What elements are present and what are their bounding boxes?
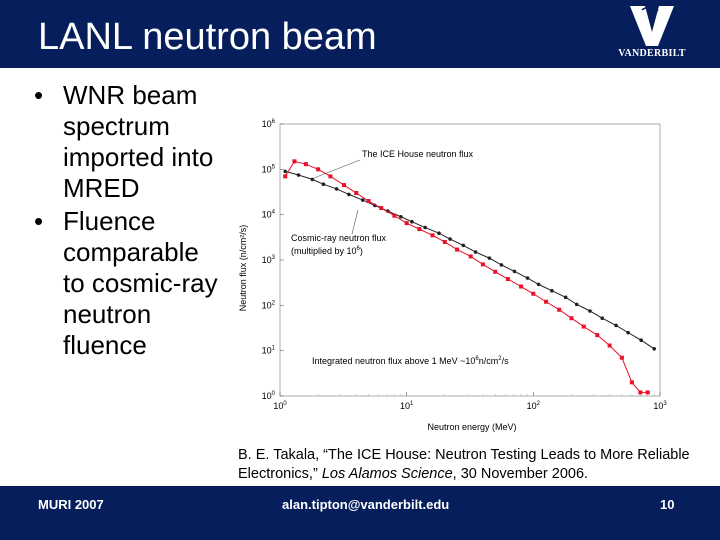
data-point [569,316,573,320]
bullet-list [26,80,226,363]
footer-event: MURI 2007 [38,497,104,512]
citation-journal: Los Alamos Science [321,466,453,482]
data-point [488,256,492,260]
data-point [431,233,435,237]
data-point [361,198,365,202]
neutron-flux-chart [232,112,672,442]
data-point [297,173,301,177]
citation [238,446,708,484]
bullet-text: Fluence comparable to cosmic-ray neutron fluence [63,206,218,360]
data-point [519,285,523,289]
data-point [575,303,579,307]
data-point [595,333,599,337]
x-axis-label: Neutron energy (MeV) [427,422,517,432]
data-point [550,289,554,293]
data-point [322,182,326,186]
data-point [354,191,358,195]
data-point [283,174,287,178]
x-tick-label: $10^1$ [399,401,414,411]
data-point [448,237,452,241]
data-point [564,296,568,300]
data-point [588,309,592,313]
data-point [347,193,351,197]
cosmic-annotation-line1: Cosmic-ray neutron flux [291,233,387,243]
data-point [474,250,478,254]
footer-email: alan.tipton@vanderbilt.edu [282,497,450,512]
slide-title: LANL neutron beam [38,16,377,58]
data-point [600,316,604,320]
bullet-item [26,80,226,204]
data-point [626,331,630,335]
data-point [500,263,504,267]
data-point [544,300,548,304]
data-point [316,167,320,171]
ice-house-annotation: The ICE House neutron flux [362,149,474,159]
cosmic-annotation-line2: (multiplied by $10^6$) [291,246,363,256]
bullet-icon: • [34,206,44,236]
data-point [328,174,332,178]
data-point [423,226,427,230]
footer-bar [0,486,720,540]
data-point [557,308,561,312]
data-point [437,231,441,235]
data-point [481,262,485,266]
data-point [367,199,371,203]
x-tick-label: $10^2$ [526,401,541,411]
data-point [469,254,473,258]
data-point [614,324,618,328]
data-point [537,283,541,287]
citation-text: B. E. Takala, “The ICE House: Neutron Testing Leads to More Reliable Electronics,” [238,447,690,482]
data-point [392,214,396,218]
data-point [506,277,510,281]
page-number: 10 [660,497,675,512]
logo-wordmark: VANDERBILT [618,48,686,59]
data-point [335,187,339,191]
data-point [531,292,535,296]
data-point [410,220,414,224]
data-point [630,380,634,384]
data-point [646,390,650,394]
data-point [462,244,466,248]
data-point [639,338,643,342]
y-tick-label: $10^1$ [261,345,275,356]
vanderbilt-shield-icon [612,4,692,48]
data-point [652,347,656,351]
data-point [620,356,624,360]
data-point [455,248,459,252]
data-point [311,178,315,182]
y-tick-label: $10^3$ [261,255,275,265]
integrated-flux-annotation: Integrated neutron flux above 1 MeV $\sim 10^6n/cm^2/s$ [312,356,509,366]
data-point [526,276,530,280]
data-point [638,390,642,394]
x-tick-label: $10^0$ [273,401,287,411]
data-point [342,183,346,187]
data-point [608,344,612,348]
y-axis-label: Neutron flux (n/cm²/s) [238,224,248,312]
data-point [582,325,586,329]
bullet-icon: • [34,80,44,110]
data-point [283,170,287,174]
y-tick-label: $10^4$ [261,209,275,220]
title-bar [0,0,720,68]
data-point [443,240,447,244]
y-tick-label: $10^6$ [261,119,275,129]
y-tick-label: $10^5$ [261,164,275,175]
data-point [304,162,308,166]
data-point [513,270,517,274]
x-tick-label: $10^3$ [653,401,667,411]
vanderbilt-logo [612,4,692,64]
data-point [405,221,409,225]
data-point [417,227,421,231]
y-tick-label: $10^0$ [261,391,275,401]
bullet-item [26,206,226,361]
data-point [292,159,296,163]
data-point [379,206,383,210]
citation-date: , 30 November 2006. [452,466,589,482]
data-point [399,215,403,219]
y-tick-label: $10^2$ [261,300,275,311]
bullet-text: WNR beam spectrum imported into MRED [63,80,214,203]
data-point [493,270,497,274]
